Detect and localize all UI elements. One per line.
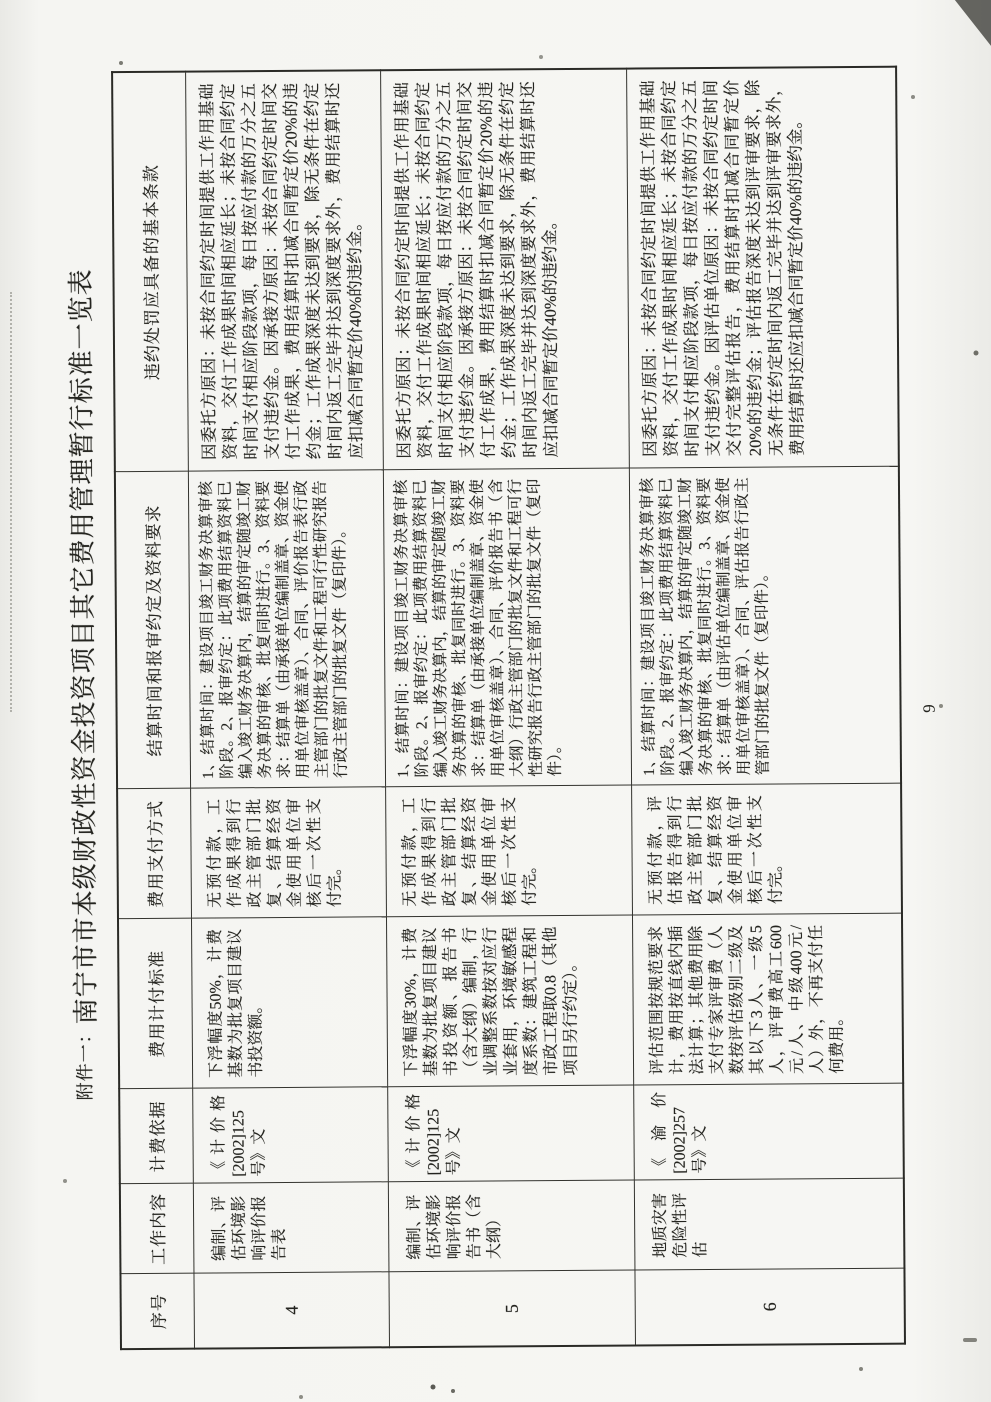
cell-basis: 《计价格[2002]125号》文	[192, 1087, 388, 1183]
scan-edge-dots-artifact	[10, 292, 12, 712]
cell-payment: 无预付款，工作成果得到行政主管部门批复、结算经资金使用单位审核后一次性支付完。	[385, 786, 632, 918]
header-settlement: 结算时间和报审约定及资料要求	[115, 472, 190, 790]
header-work: 工作内容	[120, 1184, 194, 1275]
document-title-line	[60, 268, 103, 1100]
cell-breach: 因委托方原因：未按合同约定时间提供工作用基础资料，交付工作成果时间相应延长；未按合同约定时间支付相应阶段款项，每日按应付款的万分之五支付违约金。因承接方原因：未按合同约定时间交付工作成果，费用结算时扣减合同暂定价20%的违约金；工作成果深度未达到要求，除无条件在约定时间内返工完毕并达到深度要求外，费用结算时还应扣减合同暂定价40%的违约金。	[380, 69, 629, 471]
cell-work: 编制、评估环境影响评价报告书（含大纲）	[388, 1181, 635, 1273]
header-basis: 计费依据	[119, 1089, 193, 1185]
page-title: 南宁市市本级财政性资金投资项目其它费用管理暂行标准一览表	[66, 268, 101, 1025]
table-row	[626, 67, 905, 1346]
header-breach: 违约处罚应具备的基本条款	[112, 72, 188, 472]
cell-standard: 评估范围按规范要求计，费用按直线内插法计算；其他费用除支付专家评审费（人数按评估级别二级及其以下3人、一级5人，评审费高工600元/人、中级400元/人）外，不再支付任何费用。	[632, 914, 903, 1086]
cell-settlement: 1、结算时间：建设项目竣工财务决算审核阶段。2、报审约定：此项费用结算资料已编入竣工财务决算内，结算的审定随竣工财务决算的审核、批复同时进行。3、资料要求：结算单（由承接单位编制盖章、资金使用单位审核盖章）、合同、评价报告书（含大纲）行政主管部门的批复文件和工程可行性研究报告行政主管部门的批复文件（复印件）。	[383, 469, 631, 788]
cell-payment: 无预付款，工作成果得到行政主管部门批复、结算经资金使用单位审核后一次性支付完。	[190, 787, 386, 918]
cell-seq: 6	[634, 1269, 905, 1346]
cell-settlement: 1、结算时间：建设项目竣工财务决算审核阶段。2、报审约定：此项费用结算资料已编入竣工财务决算内，结算的审定随竣工财务决算的审核、批复同时进行。3、资料要求：结算单（由评估单位编制盖章、资金使用单位审核盖章）、合同、评估报告行政主管部门的批复文件（复印件）。	[629, 467, 901, 786]
cell-standard: 下浮幅度50%，计费基数为批复项目建议书投资额。	[191, 917, 387, 1088]
cell-standard: 下浮幅度30%，计费基数为批复项目建议书投资额、报告书（含大纲）编制，行业调整系数按对应行业套用，环境敏感程度系数：建筑工程和市政工程取0.8（其他项目另行约定）。	[386, 916, 633, 1088]
cell-breach: 因委托方原因：未按合同约定时间提供工作用基础资料，交付工作成果时间相应延长；未按合同约定时间支付相应阶段款项，每日按应付款的万分之五支付违约金。因评估单位原因：未按合同约定时间交付完整评估报告，费用结算时扣减合同暂定价20%的违约金；评估报告深度未达到评审要求，除无条件在约定时间内返工完毕并达到评审要求外，费用结算时还应扣减合同暂定价40%的违约金。	[626, 67, 899, 469]
cell-seq: 4	[193, 1272, 389, 1348]
scan-speckles-artifact	[0, 0, 2, 2]
header-standard: 费用计付标准	[118, 919, 192, 1090]
cell-payment: 无预付款，评估报告得到行政主管部门批复、结算经资金使用单位审核后一次性支付完。	[631, 784, 902, 916]
cell-work: 地质灾害危险性评估	[634, 1179, 905, 1271]
table-header-row	[112, 72, 194, 1349]
page-number: 9	[919, 704, 939, 713]
cell-settlement: 1、结算时间：建设项目竣工财务决算审核阶段。2、报审约定：此项费用结算资料已编入竣工财务决算内，结算的审定随竣工财务决算的审核、批复同时进行。3、资料要求：结算单（由承接单位编制盖章、资金使用单位审核盖章）、合同、评价报告表行政主管部门的批复文件和工程可行性研究报告行政主管部门的批复文件（复印件）。	[188, 470, 385, 788]
fee-standards-table	[111, 66, 906, 1350]
cell-breach: 因委托方原因：未按合同约定时间提供工作用基础资料，交付工作成果时间相应延长；未按合同约定时间支付相应阶段款项，每日按应付款的万分之五支付违约金。因承接方原因：未按合同约定时间交付工作成果，费用结算时扣减合同暂定价20%的违约金；工作成果深度未达到要求，除无条件在约定时间内返工完毕并达到深度要求外，费用结算时还应扣减合同暂定价40%的违约金。	[185, 70, 383, 471]
attachment-label: 附件一：	[74, 1024, 96, 1101]
table-row	[380, 69, 635, 1348]
cell-seq: 5	[388, 1271, 635, 1348]
header-payment: 费用支付方式	[117, 789, 191, 920]
cell-basis: 《渝价[2002]257号》文	[633, 1084, 904, 1181]
document-landscape	[19, 30, 973, 1377]
cell-basis: 《计价格[2002]125号》文	[387, 1086, 634, 1183]
table-row	[185, 70, 389, 1348]
header-seq: 序号	[120, 1274, 194, 1350]
cell-work: 编制、评估环境影响评价报告表	[193, 1182, 389, 1273]
